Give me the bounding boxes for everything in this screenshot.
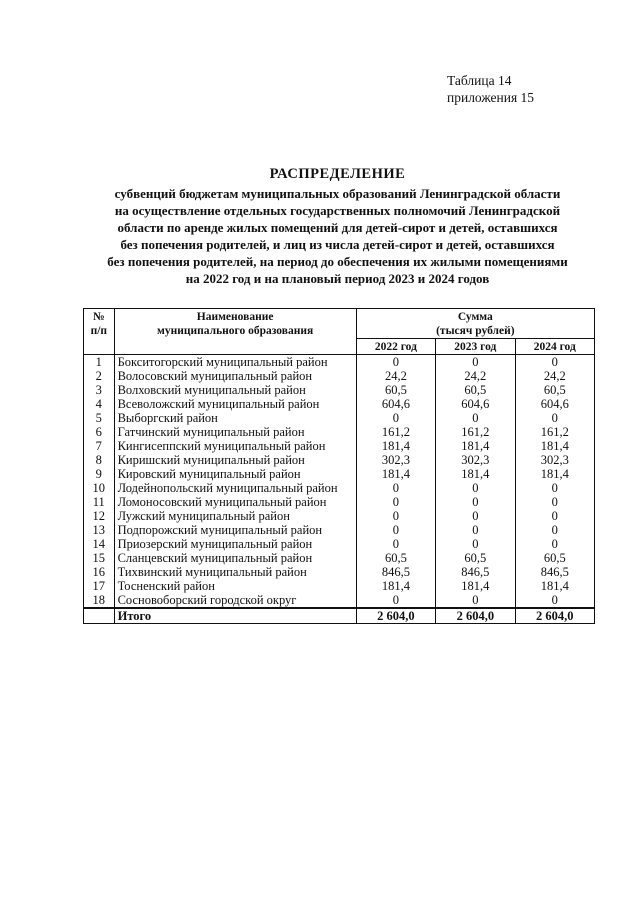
value-2023: 181,4 (436, 467, 515, 481)
value-2023: 60,5 (436, 383, 515, 397)
municipality-name: Волосовский муниципальный район (114, 369, 356, 383)
row-number: 14 (84, 537, 115, 551)
value-2022: 0 (356, 537, 435, 551)
value-2022: 0 (356, 495, 435, 509)
value-2023: 60,5 (436, 551, 515, 565)
value-2022: 60,5 (356, 383, 435, 397)
value-2023: 0 (436, 509, 515, 523)
municipality-name: Киришский муниципальный район (114, 453, 356, 467)
municipality-name: Сланцевский муниципальный район (114, 551, 356, 565)
document-heading (80, 165, 595, 287)
row-number: 11 (84, 495, 115, 509)
value-2024: 604,6 (515, 397, 594, 411)
municipality-name: Ломоносовский муниципальный район (114, 495, 356, 509)
value-2024: 60,5 (515, 383, 594, 397)
value-2023: 0 (436, 523, 515, 537)
value-2022: 604,6 (356, 397, 435, 411)
value-2023: 181,4 (436, 579, 515, 593)
total-value: 2 604,0 (356, 608, 435, 624)
value-2022: 181,4 (356, 439, 435, 453)
municipality-name: Выборгский район (114, 411, 356, 425)
value-2022: 60,5 (356, 551, 435, 565)
value-2022: 0 (356, 481, 435, 495)
table-row (84, 453, 595, 467)
table-row (84, 383, 595, 397)
value-2023: 181,4 (436, 439, 515, 453)
total-row (84, 608, 595, 624)
row-number: 6 (84, 425, 115, 439)
value-2023: 0 (436, 593, 515, 608)
table-row (84, 565, 595, 579)
row-number: 10 (84, 481, 115, 495)
value-2023: 846,5 (436, 565, 515, 579)
municipality-name: Гатчинский муниципальный район (114, 425, 356, 439)
row-number: 3 (84, 383, 115, 397)
row-number: 7 (84, 439, 115, 453)
municipality-name: Тихвинский муниципальный район (114, 565, 356, 579)
value-2024: 0 (515, 355, 594, 370)
row-number: 13 (84, 523, 115, 537)
row-number: 8 (84, 453, 115, 467)
row-number: 4 (84, 397, 115, 411)
table-row (84, 537, 595, 551)
table-row (84, 579, 595, 593)
table-row (84, 481, 595, 495)
value-2023: 0 (436, 481, 515, 495)
value-2024: 181,4 (515, 467, 594, 481)
value-2024: 0 (515, 411, 594, 425)
table-row (84, 439, 595, 453)
value-2022: 0 (356, 593, 435, 608)
col-header-year: 2024 год (515, 339, 594, 355)
subtitle-line: на 2022 год и на плановый период 2023 и 2024 годов (185, 271, 490, 286)
value-2022: 0 (356, 523, 435, 537)
value-2024: 0 (515, 481, 594, 495)
value-2024: 302,3 (515, 453, 594, 467)
subtitle-line: без попечения родителей, и лиц из числа детей-сирот и детей, оставшихся (120, 237, 555, 252)
col-header-name: Наименование муниципального образования (114, 309, 356, 355)
table-row (84, 425, 595, 439)
row-number: 9 (84, 467, 115, 481)
value-2023: 604,6 (436, 397, 515, 411)
value-2024: 60,5 (515, 551, 594, 565)
municipality-name: Тосненский район (114, 579, 356, 593)
col-header-number: № п/п (84, 309, 115, 355)
total-value: 2 604,0 (436, 608, 515, 624)
value-2022: 0 (356, 411, 435, 425)
value-2024: 0 (515, 593, 594, 608)
total-value: 2 604,0 (515, 608, 594, 624)
value-2022: 161,2 (356, 425, 435, 439)
row-number: 15 (84, 551, 115, 565)
value-2022: 302,3 (356, 453, 435, 467)
value-2023: 0 (436, 355, 515, 370)
value-2023: 0 (436, 537, 515, 551)
col-header-year: 2023 год (436, 339, 515, 355)
value-2023: 0 (436, 495, 515, 509)
table-number: Таблица 14 (447, 73, 512, 88)
appendix-number: приложения 15 (447, 90, 535, 105)
municipality-name: Подпорожский муниципальный район (114, 523, 356, 537)
total-number-cell (84, 608, 115, 624)
value-2024: 846,5 (515, 565, 594, 579)
value-2022: 846,5 (356, 565, 435, 579)
municipality-name: Лужский муниципальный район (114, 509, 356, 523)
table-row (84, 369, 595, 383)
municipality-name: Приозерский муниципальный район (114, 537, 356, 551)
value-2023: 0 (436, 411, 515, 425)
table-row (84, 523, 595, 537)
municipality-name: Лодейнопольский муниципальный район (114, 481, 356, 495)
value-2024: 0 (515, 523, 594, 537)
value-2022: 181,4 (356, 467, 435, 481)
table-reference (447, 72, 534, 106)
value-2023: 24,2 (436, 369, 515, 383)
row-number: 12 (84, 509, 115, 523)
total-label: Итого (114, 608, 356, 624)
municipality-name: Сосновоборский городской округ (114, 593, 356, 608)
subtitle-line: на осуществление отдельных государственных полномочий Ленинградской (114, 203, 561, 218)
municipality-name: Кингисеппский муниципальный район (114, 439, 356, 453)
municipality-name: Кировский муниципальный район (114, 467, 356, 481)
table-row (84, 467, 595, 481)
table-row (84, 509, 595, 523)
value-2024: 0 (515, 495, 594, 509)
row-number: 16 (84, 565, 115, 579)
row-number: 2 (84, 369, 115, 383)
row-number: 1 (84, 355, 115, 370)
table-row (84, 551, 595, 565)
value-2024: 181,4 (515, 579, 594, 593)
subtitle-line: субвенций бюджетам муниципальных образований Ленинградской области (114, 186, 561, 201)
document-title: РАСПРЕДЕЛЕНИЕ (269, 166, 406, 182)
municipality-name: Всеволожский муниципальный район (114, 397, 356, 411)
subtitle-line: области по аренде жилых помещений для детей-сирот и детей, оставшихся (117, 220, 558, 235)
table-row (84, 397, 595, 411)
table-row (84, 411, 595, 425)
value-2024: 24,2 (515, 369, 594, 383)
value-2023: 302,3 (436, 453, 515, 467)
table-row (84, 495, 595, 509)
value-2023: 161,2 (436, 425, 515, 439)
col-header-sum: Сумма (тысяч рублей) (356, 309, 594, 339)
municipality-name: Бокситогорский муниципальный район (114, 355, 356, 370)
value-2022: 181,4 (356, 579, 435, 593)
col-header-year: 2022 год (356, 339, 435, 355)
table-row (84, 593, 595, 608)
value-2024: 181,4 (515, 439, 594, 453)
row-number: 18 (84, 593, 115, 608)
value-2024: 0 (515, 537, 594, 551)
value-2022: 24,2 (356, 369, 435, 383)
value-2022: 0 (356, 509, 435, 523)
municipality-name: Волховский муниципальный район (114, 383, 356, 397)
table-body (84, 355, 595, 609)
row-number: 5 (84, 411, 115, 425)
value-2024: 0 (515, 509, 594, 523)
value-2022: 0 (356, 355, 435, 370)
subtitle-line: без попечения родителей, на период до обеспечения их жилыми помещениями (107, 254, 568, 269)
distribution-table (83, 308, 595, 624)
row-number: 17 (84, 579, 115, 593)
table-row (84, 355, 595, 370)
value-2024: 161,2 (515, 425, 594, 439)
